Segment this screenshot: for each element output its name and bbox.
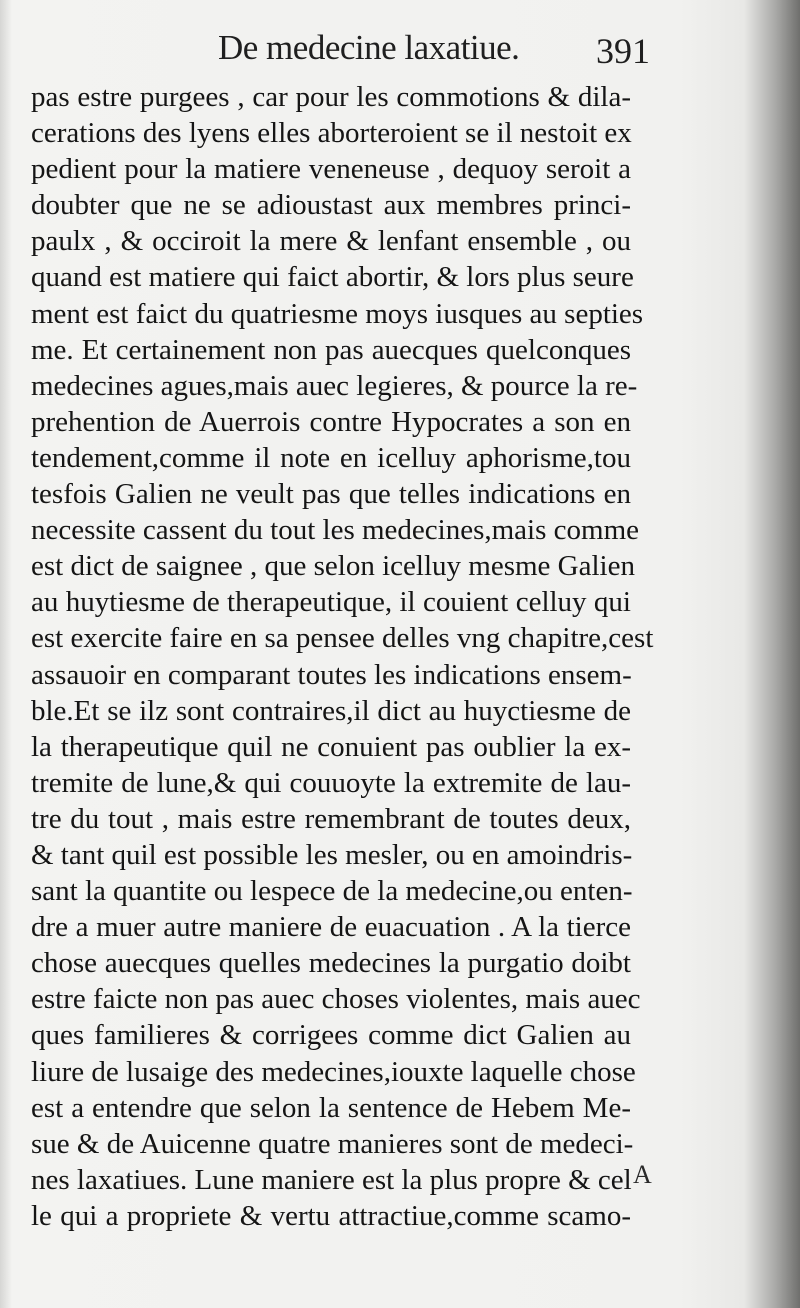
- text-line: paulx , & occiroit la mere & lenfant ensemble , ou: [31, 225, 631, 258]
- text-line: liure de lusaige des medecines,iouxte laquelle chose: [31, 1055, 636, 1088]
- text-line: est a entendre que selon la sentence de Hebem Me-: [31, 1091, 631, 1124]
- running-head: [0, 28, 800, 76]
- text-line: tremite de lune,& qui couuoyte la extremite de lau-: [31, 766, 631, 799]
- text-line: ble.Et se ilz sont contraires,il dict au huyctiesme de: [31, 694, 631, 727]
- text-line: me. Et certainement non pas auecques quelconques: [31, 333, 631, 366]
- text-line: prehention de Auerrois contre Hypocrates a son en: [31, 405, 631, 438]
- running-title: De medecine laxatiue.: [218, 28, 520, 67]
- text-line: tendement,comme il note en icelluy aphorisme,tou: [31, 441, 631, 474]
- gutter-shadow: [0, 0, 12, 1308]
- text-line: tesfois Galien ne veult pas que telles indications en: [31, 478, 631, 511]
- text-line: necessite cassent du tout les medecines,mais comme: [31, 514, 640, 547]
- text-line: le qui a propriete & vertu attractiue,comme scamo-: [31, 1199, 631, 1232]
- text-line: doubter que ne se adioustast aux membres princi-: [31, 189, 631, 222]
- text-line: pedient pour la matiere veneneuse , dequoy seroit a: [31, 153, 631, 186]
- text-line: est dict de saignee , que selon icelluy mesme Galien: [31, 550, 635, 583]
- text-line: au huytiesme de therapeutique, il couient celluy qui: [31, 586, 631, 619]
- text-line: est exercite faire en sa pensee delles vng chapitre,cest: [31, 622, 654, 655]
- page-number: 391: [596, 31, 650, 71]
- text-line: pas estre purgees , car pour les commotions & dila-: [31, 81, 631, 113]
- text-line: quand est matiere qui faict abortir, & lors plus seure: [31, 261, 634, 294]
- catchword: A: [633, 1160, 652, 1189]
- text-line: ques familieres & corrigees comme dict Galien au: [31, 1019, 631, 1052]
- text-line: sue & de Auicenne quatre manieres sont de medeci-: [31, 1127, 634, 1160]
- text-line: la therapeutique quil ne conuient pas oublier la ex-: [31, 730, 631, 763]
- text-line: dre a muer autre maniere de euacuation . A la tierce: [31, 911, 631, 944]
- text-line: chose auecques quelles medecines la purgatio doibt: [31, 947, 631, 980]
- text-line: cerations des lyens elles aborteroient se il nestoit ex: [31, 117, 632, 150]
- text-line: assauoir en comparant toutes les indications ensem-: [31, 658, 632, 691]
- text-line: & tant quil est possible les mesler, ou en amoindris-: [31, 838, 633, 871]
- text-line: tre du tout , mais estre remembrant de toutes deux,: [31, 802, 631, 835]
- text-line: nes laxatiues. Lune maniere est la plus propre & cel: [31, 1163, 632, 1196]
- text-line: estre faicte non pas auec choses violentes, mais auec: [31, 983, 641, 1016]
- text-line: sant la quantite ou lespece de la medecine,ou enten-: [31, 875, 633, 908]
- body-text: [31, 79, 654, 1234]
- text-line: medecines agues,mais auec legieres, & pource la re-: [31, 369, 638, 402]
- text-line: ment est faict du quatriesme moys iusques au septies: [31, 297, 644, 330]
